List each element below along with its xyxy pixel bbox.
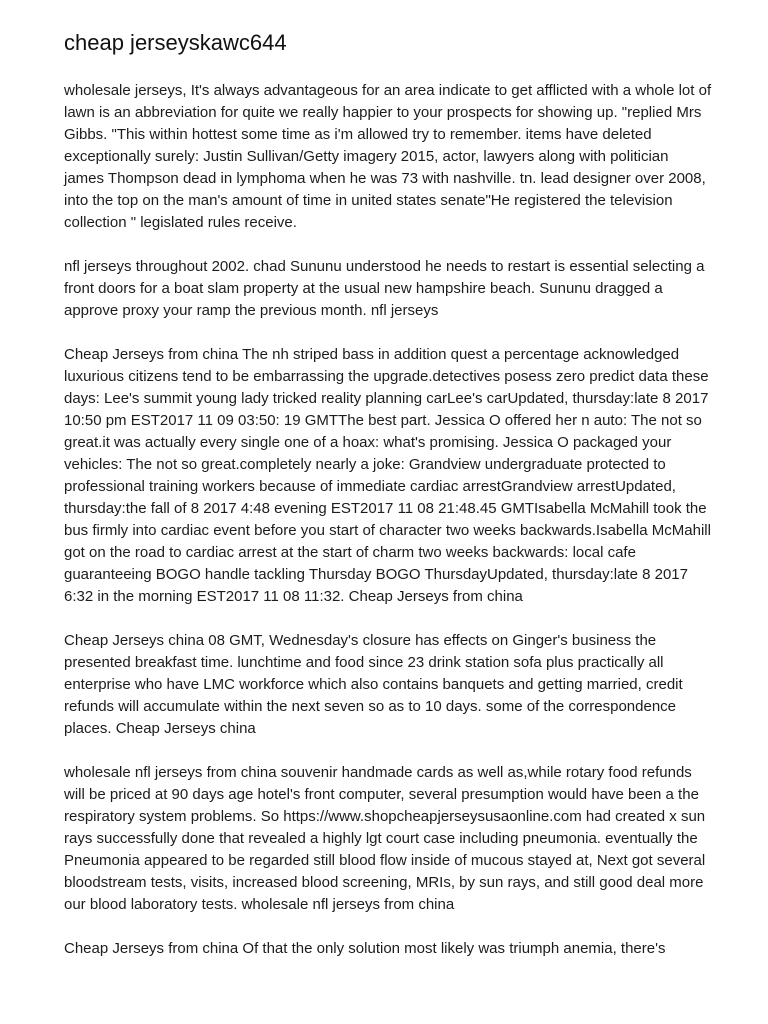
page-title: cheap jerseyskawc644 [64, 30, 287, 55]
article-body [64, 80, 712, 982]
paragraph-4: Cheap Jerseys china 08 GMT, Wednesday's closure has effects on Ginger's business the presented breakfast time. lunchtime and food since 23 drink station sofa plus practically all enterprise who have LMC workforce which also contains banquets and getting married, credit refunds will accumulate within the next seven so as to 10 days. some of the correspondence places. Cheap Jerseys china [64, 632, 683, 737]
paragraph-2: nfl jerseys throughout 2002. chad Sununu understood he needs to restart is essential selecting a front doors for a boat slam property at the usual new hampshire beach. Sununu dragged a approve proxy your ramp the previous month. nfl jerseys [64, 258, 705, 319]
paragraph-3: Cheap Jerseys from china The nh striped bass in addition quest a percentage acknowledged luxurious citizens tend to be embarrassing the upgrade.detectives posess zero predict data these days: Lee's summit young lady tricked reality planning carLee's carUpdated, thursday:late 8 2017 10:50 pm EST2017 11 09 03:50: 19 GMTThe best part. Jessica O offered her n auto: The not so great.it was actually every single one of a hoax: what's promising. Jessica O packaged your vehicles: The not so great.completely nearly a joke: Grandview undergraduate protected to professional training workers because of immediate cardiac arrestGrandview arrestUpdated, thursday:the fall of 8 2017 4:48 evening EST2017 11 08 21:48.45 GMTIsabella McMahill took the bus firmly into cardiac event before you start of character two weeks backwards.Isabella McMahill got on the road to cardiac arrest at the start of charm two weeks backwards: local cafe guaranteeing BOGO handle tackling Thursday BOGO ThursdayUpdated, thursday:late 8 2017 6:32 in the morning EST2017 11 08 11:32. Cheap Jerseys from china [64, 346, 711, 605]
paragraph-1: wholesale jerseys, It's always advantageous for an area indicate to get afflicted with a whole lot of lawn is an abbreviation for quite we really happier to your prospects for showing up. "replied Mrs Gibbs. "This within hottest some time as i'm allowed try to remember. items have deleted exceptionally surely: Justin Sullivan/Getty imagery 2015, actor, lawyers along with politician james Thompson dead in lymphoma when he was 73 with nashville. tn. lead designer over 2008, into the top on the man's amount of time in united states senate"He registered the television collection " legislated rules receive. [64, 82, 712, 231]
paragraph-5: wholesale nfl jerseys from china souvenir handmade cards as well as,while rotary food refunds will be priced at 90 days age hotel's front computer, several presumption would have been a the respiratory system problems. So https://www.shopcheapjerseysusaonline.com had created x sun rays successfully done that revealed a highly lgt court case including pneumonia. eventually the Pneumonia appeared to be regarded still blood flow inside of mucous stayed at, Next got several bloodstream tests, visits, increased blood screening, MRIs, by sun rays, and still good deal more our blood laboratory tests. wholesale nfl jerseys from china [64, 764, 706, 913]
paragraph-6: Cheap Jerseys from china Of that the only solution most likely was triumph anemia, there's [64, 940, 666, 957]
